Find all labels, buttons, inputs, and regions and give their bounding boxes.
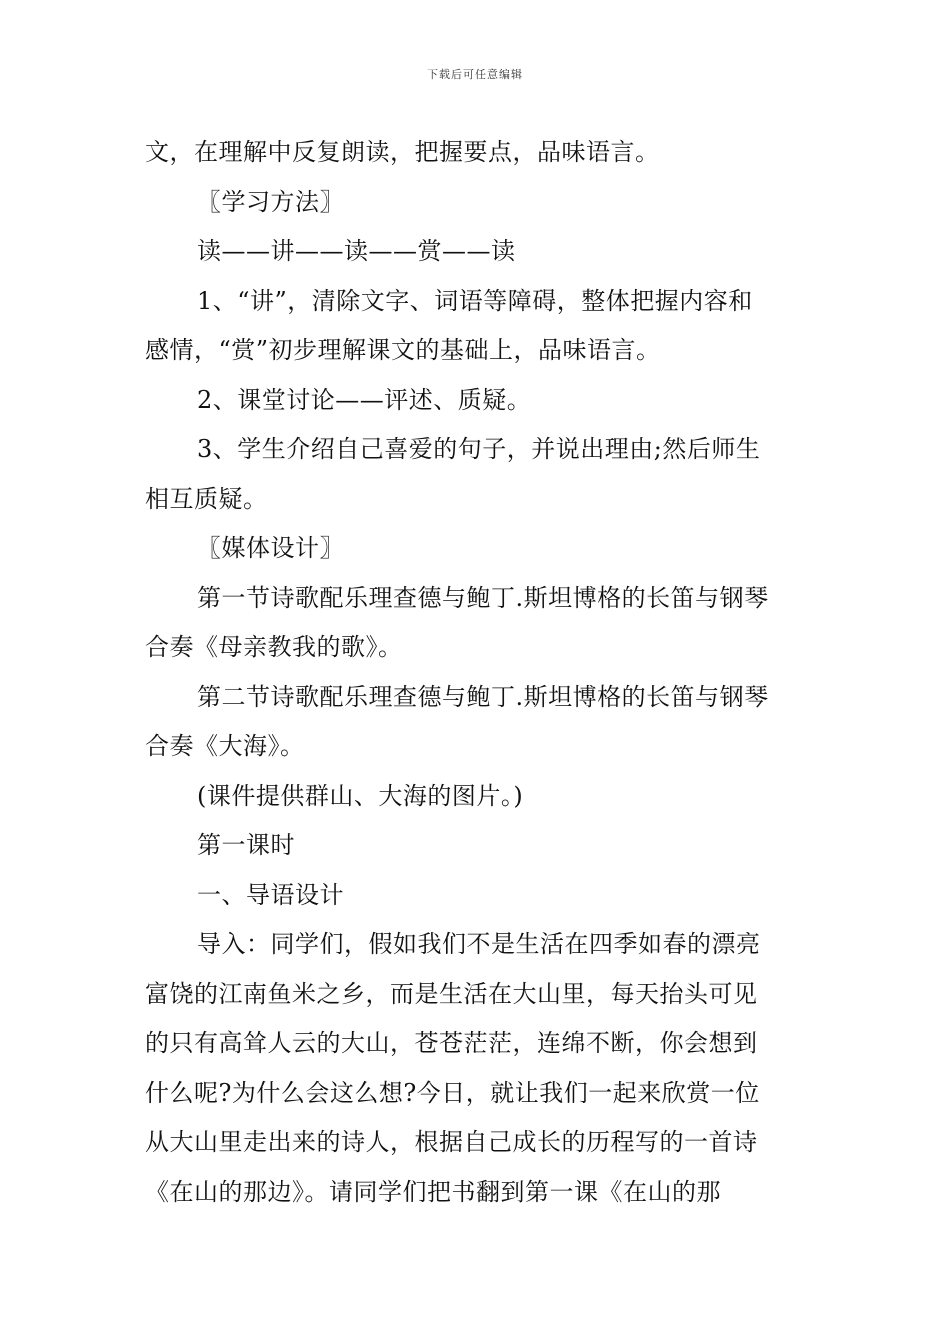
- paragraph-line: 2、课堂讨论——评述、质疑。: [197, 385, 532, 414]
- section-heading: 〖媒体设计〗: [197, 534, 344, 562]
- paragraph-line: 《在山的那边》。请同学们把书翻到第一课《在山的那: [145, 1177, 721, 1206]
- paragraph-line: 导入：同学们，假如我们不是生活在四季如春的漂亮: [197, 930, 761, 958]
- section-heading: 第一课时: [197, 831, 295, 859]
- paragraph-line: 富饶的江南鱼米之乡，而是生活在大山里，每天抬头可见: [145, 979, 758, 1008]
- paragraph-line: 第一节诗歌配乐理查德与鲍丁.斯坦博格的长笛与钢琴: [197, 583, 769, 612]
- paragraph-line: 第二节诗歌配乐理查德与鲍丁.斯坦博格的长笛与钢琴: [197, 682, 769, 711]
- paragraph-line: 的只有高耸人云的大山，苍苍茫茫，连绵不断，你会想到: [145, 1029, 758, 1057]
- paragraph-line: 文，在理解中反复朗读，把握要点，品味语言。: [145, 138, 660, 166]
- paragraph-line: 相互质疑。: [145, 484, 268, 513]
- paragraph-line: 从大山里走出来的诗人，根据自己成长的历程写的一首诗: [145, 1128, 758, 1156]
- paragraph-line: (课件提供群山、大海的图片。): [197, 781, 524, 810]
- paragraph-line: 3、学生介绍自己喜爱的句子，并说出理由;然后师生: [197, 435, 761, 463]
- paragraph-line: 感情，“赏”初步理解课文的基础上，品味语言。: [145, 336, 661, 364]
- paragraph-line: 读——讲——读——赏——读: [197, 237, 516, 265]
- paragraph-line: 什么呢?为什么会这么想?今日，就让我们一起来欣赏一位: [145, 1078, 760, 1107]
- section-heading: 〖学习方法〗: [197, 187, 344, 216]
- document-body: [145, 128, 813, 1217]
- paragraph-line: 合奏《大海》。: [145, 732, 305, 760]
- paragraph-line: 1、“讲”，清除文字、词语等障碍，整体把握内容和: [197, 286, 753, 315]
- page-header: 下载后可任意编辑: [427, 68, 523, 81]
- paragraph-line: 合奏《母亲教我的歌》。: [145, 633, 403, 661]
- section-heading: 一、导语设计: [197, 880, 344, 909]
